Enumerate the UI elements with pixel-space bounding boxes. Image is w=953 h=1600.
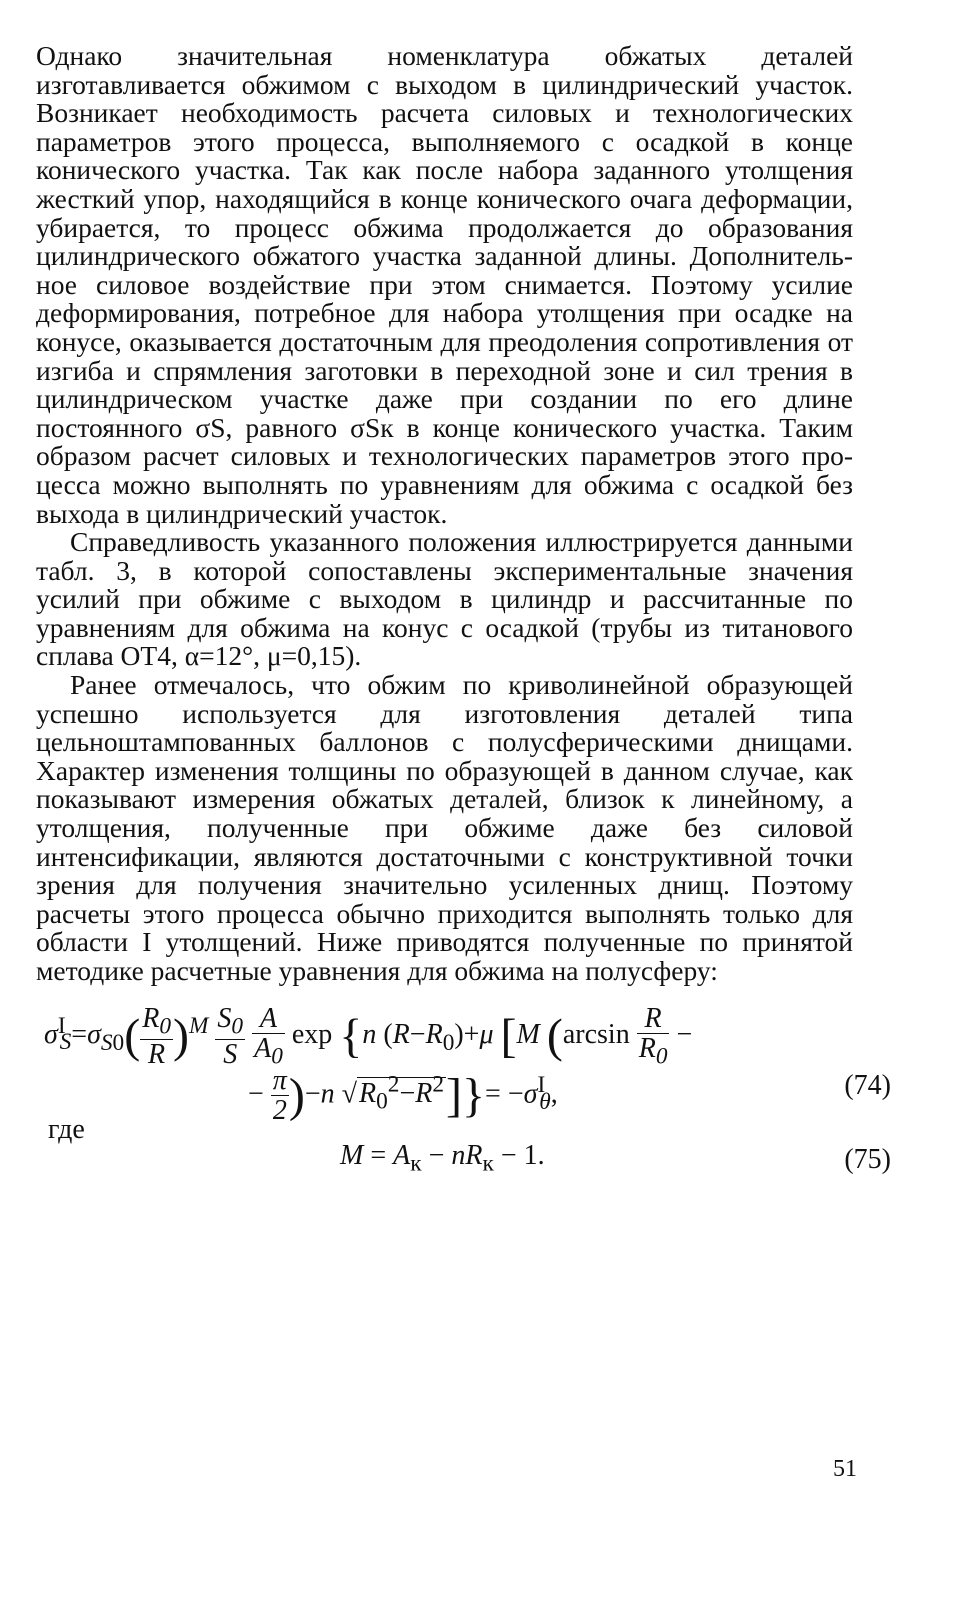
- paragraph-2: Справедливость указанного положения иллюстрируется данными табл. 3, в которой сопоставлены экспериментальные значения усилий при обжиме с выходом в цилиндр и рассчитанные по уравнениям для обжима на конус с осадкой (трубы из титанового сплава ОТ4, α=12°, μ=0,15).: [36, 526, 853, 672]
- equation-74-line-2: − $\frac{\pi}{2}$ )−n $√R_0^2-R^2]\}= -\sigma^I_\theta$, (74): [248, 1064, 891, 1126]
- paragraph-3: Ранее отмечалось, что обжим по криволинейной образующей успешно используется для изготовления деталей типа цельноштампованных баллонов с полусферическими днищами. Характер изменения толщины по образующей в данном случае, как показывают измерения обжатых деталей, близок к линейному, а утолщения, полученные при обжиме даже без силовой интенсификации, являются достаточными с конструктивной точки зрения для получения значительно усиленных днищ. Поэтому расчеты этого процесса обычно приходится выполнять только для области I утолщений. Ниже приводятся полученные по принятой методике расчетные уравнения для обжима на полусферу:: [36, 669, 853, 986]
- page-number: 51: [833, 1456, 857, 1482]
- equation-74-number: (74): [844, 1069, 891, 1101]
- equation-75: где $M = A_к - nR_к - 1$. (75): [48, 1113, 891, 1177]
- equation-74-line-1: $\sigma^I_S=\sigma_{S0}$( $\frac{R_0}{R}$ )$^M$ $\frac{S_0}{S}$ $\frac{A}{A_0}$ exp {n $(R-R_0)+\mu$ [M (arcsin $\frac{R}{R_0}$ −: [44, 1002, 693, 1070]
- equation-75-number: (75): [844, 1143, 891, 1175]
- paragraph-1: Однако значительная номенклатура обжатых деталей изготавливается обжимом с выходом в цилиндрический участок. Возникает необходимость расчета силовых и технологических параметров этого процесса, выполняемого с осадкой в конце конического участка. Так как после набора заданного утолщения жесткий упор, находящийся в конце конического очага деформации, убирается, то процесс обжима продолжается до образования цилиндрического обжатого участка заданной длины. Дополнительное силовое воздействие при этом снимается. Поэтому усилие деформирования, потребное для набора утолщения при осадке на конусе, оказывается достаточным для преодоления сопротивления от изгиба и спрямления заготовки в переходной зоне и сил трения в цилиндрическом участке даже при создании по его длине постоянного σS, равного σSк в конце конического участка. Таким образом расчет силовых и технологических параметров этого процесса можно выполнять по уравнениям для обжима с осадкой без выхода в цилиндрический участок.: [36, 40, 853, 529]
- where-label: где: [48, 1113, 85, 1145]
